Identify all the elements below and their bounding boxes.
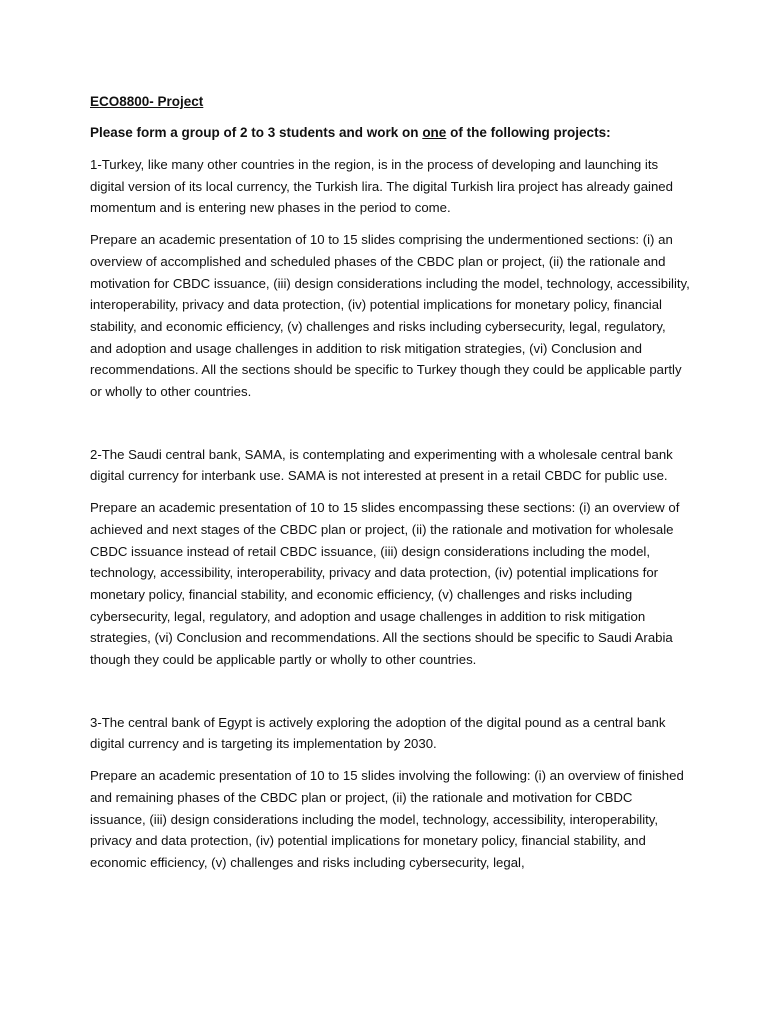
section-spacer — [90, 681, 690, 712]
project-1-intro: 1-Turkey, like many other countries in the region, is in the process of developing and launching its digital version of its local currency, the Turkish lira. The digital Turkish lira project has already gained momentum and is entering new phases in the period to come. — [90, 157, 673, 216]
project-1 — [90, 154, 690, 403]
document-body — [90, 92, 690, 884]
project-2-task: Prepare an academic presentation of 10 to 15 slides encompassing these sections: (i) an overview of achieved and next stages of the CBDC plan or project, (ii) the rationale and motivation for wholesale CBDC issuance instead of retail CBDC issuance, (iii) design considerations including the model, technology, accessibility, interoperability, privacy and data protection, (iv) potential implications for monetary policy, financial stability, and economic efficiency, (v) challenges and risks including cybersecurity, legal, regulatory, and adoption and usage challenges in addition to risk mitigation strategies, (vi) Conclusion and recommendations. All the sections should be specific to Saudi Arabia though they could be applicable partly or wholly to other countries. — [90, 500, 680, 668]
project-3-intro: 3-The central bank of Egypt is actively exploring the adoption of the digital pound as a central bank digital currency and is targeting its implementation by 2030. — [90, 714, 666, 752]
instruction-emphasis: one — [422, 125, 447, 140]
instruction-text-before: Please form a group of 2 to 3 students and work on — [90, 125, 423, 140]
project-3-task: Prepare an academic presentation of 10 to 15 slides involving the following: (i) an overview of finished and remaining phases of the CBDC plan or project, (ii) the rationale and motivation for CBDC issuance, (iii) design considerations including the model, technology, accessibility, interoperability, privacy and data protection, (iv) potential implications for monetary policy, financial stability, and economic efficiency, (v) challenges and risks including cybersecurity, legal, — [90, 768, 684, 870]
section-spacer — [90, 413, 690, 444]
document-title: ECO8800- Project — [90, 94, 204, 109]
project-2 — [90, 444, 690, 671]
project-1-task: Prepare an academic presentation of 10 to 15 slides comprising the undermentioned sections: (i) an overview of accomplished and scheduled phases of the CBDC plan or project, (ii) the rationale and motivation for CBDC issuance, (iii) design considerations including the model, technology, accessibility, interoperability, privacy and data protection, (iv) potential implications for monetary policy, financial stability, and economic efficiency, (v) challenges and risks including cybersecurity, legal, regulatory, and adoption and usage challenges in addition to risk mitigation strategies, (vi) Conclusion and recommendations. All the sections should be specific to Turkey though they could be applicable partly or wholly to other countries. — [90, 232, 690, 400]
project-3 — [90, 712, 690, 874]
group-instruction — [90, 122, 690, 144]
instruction-text-after: of the following projects: — [446, 125, 611, 140]
project-2-intro: 2-The Saudi central bank, SAMA, is contemplating and experimenting with a wholesale central bank digital currency for interbank use. SAMA is not interested at present in a retail CBDC for public use. — [90, 446, 673, 484]
